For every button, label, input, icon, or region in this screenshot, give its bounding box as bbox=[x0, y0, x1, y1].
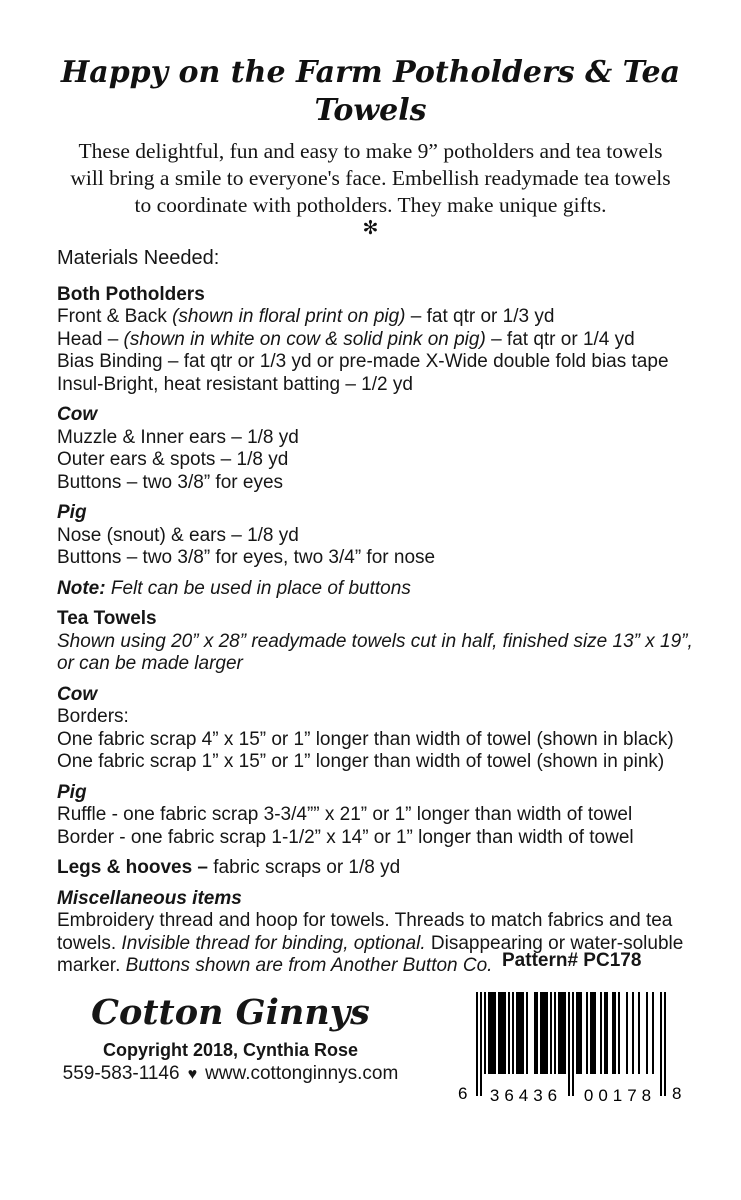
website-url: www.cottonginnys.com bbox=[205, 1063, 399, 1084]
legs-hooves-text: fabric scraps or 1/8 yd bbox=[213, 857, 401, 878]
line-text-italic: Invisible thread for binding, optional. bbox=[121, 932, 426, 954]
materials-line-borders: Borders: bbox=[57, 706, 129, 727]
section-title-cow-towel: Cow bbox=[57, 683, 98, 705]
section-title-tea-towels: Tea Towels bbox=[57, 608, 157, 629]
upc-barcode bbox=[452, 986, 690, 1106]
barcode-digit-left: 6 bbox=[458, 1084, 468, 1103]
copyright-line: Copyright 2018, Cynthia Rose bbox=[102, 1040, 359, 1060]
materials-heading: Materials Needed: bbox=[57, 247, 220, 269]
phone-number: 559-583-1146 bbox=[62, 1063, 180, 1084]
section-pig-potholder bbox=[57, 502, 701, 570]
section-title-pig: Pig bbox=[57, 502, 87, 523]
header bbox=[0, 0, 741, 239]
publisher-block bbox=[58, 988, 403, 1086]
misc-line-1: Embroidery thread and hoop for towels. Threads to match fabrics and tea bbox=[57, 910, 673, 931]
pattern-number: Pattern# PC178 bbox=[502, 950, 642, 971]
barcode-digit-right: 8 bbox=[672, 1084, 682, 1103]
materials-line-nose: Nose (snout) & ears – 1/8 yd bbox=[57, 524, 299, 546]
materials-line-pig-buttons: Buttons – two 3/8” for eyes, two 3/4” for nose bbox=[57, 547, 436, 568]
asterisk-divider: ✻ bbox=[362, 218, 379, 239]
intro-paragraph bbox=[31, 138, 711, 219]
intro-line-1: These delightful, fun and easy to make 9” potholders and tea towels bbox=[78, 139, 663, 163]
barcode-digits-group1: 36436 bbox=[489, 1086, 563, 1105]
note-label: Note: bbox=[57, 577, 106, 599]
section-tea-towels bbox=[57, 608, 701, 676]
materials-line-bias-binding: Bias Binding – fat qtr or 1/3 yd or pre-made X-Wide double fold bias tape bbox=[57, 351, 669, 372]
section-cow-potholder bbox=[57, 404, 701, 494]
line-text-italic: (shown in floral print on pig) bbox=[172, 306, 406, 327]
line-text: – fat qtr or 1/3 yd bbox=[405, 306, 555, 327]
note-line bbox=[57, 578, 701, 601]
barcode-bars bbox=[476, 992, 666, 1096]
materials-line-muzzle: Muzzle & Inner ears – 1/8 yd bbox=[57, 426, 299, 448]
note-text: Felt can be used in place of buttons bbox=[105, 577, 411, 599]
legs-hooves-label: Legs & hooves – bbox=[57, 857, 214, 878]
section-title-pig-towel: Pig bbox=[57, 781, 87, 803]
page-title: Happy on the Farm Potholders & Tea Towels bbox=[60, 55, 681, 128]
materials-line-ruffle: Ruffle - one fabric scrap 3-3/4”” x 21” or 1” longer than width of towel bbox=[57, 804, 633, 825]
legs-hooves-line bbox=[57, 857, 701, 880]
materials-line-outer-ears: Outer ears & spots – 1/8 yd bbox=[57, 449, 289, 470]
line-text: Front & Back bbox=[57, 306, 173, 327]
barcode-digits-group2: 00178 bbox=[583, 1086, 657, 1105]
section-both-potholders bbox=[57, 284, 701, 397]
intro-line-3: to coordinate with potholders. They make unique gifts. bbox=[134, 193, 607, 217]
line-text: Head – bbox=[57, 328, 124, 350]
materials-line-head bbox=[57, 329, 701, 352]
section-title-miscellaneous: Miscellaneous items bbox=[57, 887, 242, 909]
materials-list bbox=[0, 239, 741, 978]
tea-towels-desc-line-2: or can be made larger bbox=[57, 653, 243, 674]
section-title-cow: Cow bbox=[57, 404, 98, 425]
section-pig-towel bbox=[57, 782, 701, 850]
materials-line-front-back bbox=[57, 306, 701, 329]
intro-line-2: will bring a smile to everyone's face. Embellish readymade tea towels bbox=[70, 166, 671, 190]
materials-line-cow-buttons: Buttons – two 3/8” for eyes bbox=[57, 471, 284, 493]
heart-icon: ♥ bbox=[187, 1066, 198, 1083]
tea-towels-desc-line-1: Shown using 20” x 28” readymade towels cut in half, finished size 13” x 19”, bbox=[57, 630, 693, 652]
materials-line-insul-bright: Insul-Bright, heat resistant batting – 1/2 yd bbox=[57, 373, 413, 395]
materials-line-border-black: One fabric scrap 4” x 15” or 1” longer than width of towel (shown in black) bbox=[57, 728, 674, 750]
line-text: – fat qtr or 1/4 yd bbox=[485, 328, 635, 350]
section-title-both-potholders: Both Potholders bbox=[57, 283, 205, 305]
cotton-ginnys-logo: Cotton Ginnys bbox=[91, 992, 370, 1033]
line-text: Disappearing or water-soluble bbox=[425, 932, 684, 954]
line-text: marker. bbox=[57, 955, 126, 976]
materials-line-border: Border - one fabric scrap 1-1/2” x 14” or 1” longer than width of towel bbox=[57, 826, 634, 848]
line-text: towels. bbox=[57, 932, 122, 954]
line-text-italic: (shown in white on cow & solid pink on pig) bbox=[123, 328, 486, 350]
section-cow-towel bbox=[57, 684, 701, 774]
contact-line bbox=[58, 1063, 403, 1086]
line-text-italic: Buttons shown are from Another Button Co. bbox=[125, 955, 493, 976]
materials-line-border-pink: One fabric scrap 1” x 15” or 1” longer than width of towel (shown in pink) bbox=[57, 751, 665, 772]
